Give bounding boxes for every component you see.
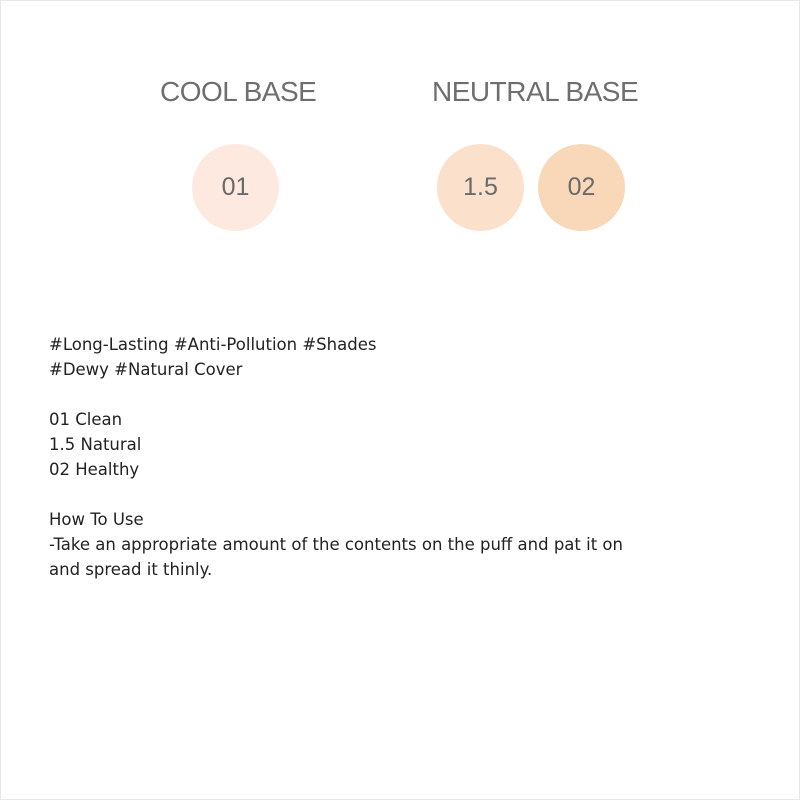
how-to-heading: How To Use (49, 510, 144, 529)
shade-swatch-01[interactable] (192, 144, 279, 231)
shade-name-item: 02 Healthy (49, 460, 140, 479)
tags-block (49, 332, 729, 382)
how-to-instruction: -Take an appropriate amount of the contents on the puff and pat it on (49, 535, 623, 554)
tags-line: #Long-Lasting #Anti-Pollution #Shades (49, 335, 377, 354)
shade-code: 01 (221, 173, 250, 201)
shade-code: 02 (567, 173, 596, 201)
shade-swatch-1-5[interactable] (437, 144, 524, 231)
shade-code: 1.5 (463, 173, 498, 201)
how-to-use-block (49, 507, 729, 582)
shade-name-item: 1.5 Natural (49, 435, 142, 454)
tags-line: #Dewy #Natural Cover (49, 360, 243, 379)
cool-base-title: COOL BASE (160, 76, 317, 107)
neutral-base-title: NEUTRAL BASE (432, 76, 639, 107)
shade-swatch-02[interactable] (538, 144, 625, 231)
shade-name-item: 01 Clean (49, 410, 123, 429)
how-to-instruction: and spread it thinly. (49, 560, 213, 579)
shade-names-list (49, 407, 729, 482)
